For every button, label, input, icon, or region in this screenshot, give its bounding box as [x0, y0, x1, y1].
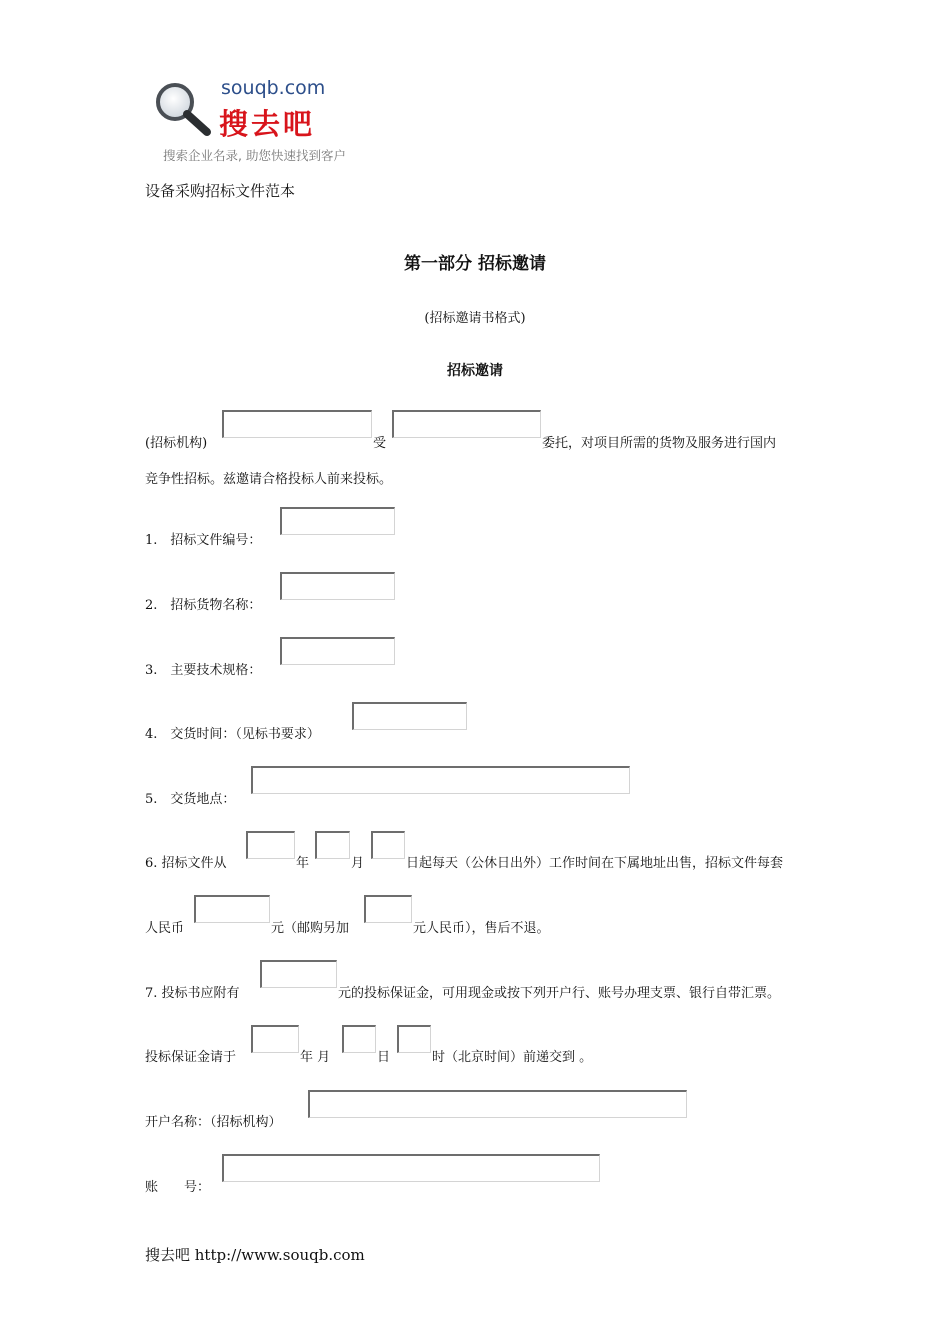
client-name-field[interactable] — [392, 410, 541, 438]
price-prefix: 人民币 — [145, 921, 185, 936]
mail-fee-field[interactable] — [364, 895, 412, 923]
logo-name: 搜去吧 — [219, 107, 316, 141]
price-per-set-field[interactable] — [194, 895, 270, 923]
delivery-time-field[interactable] — [352, 702, 467, 730]
item-5-label: 5. 交货地点： — [145, 792, 236, 807]
price-mid: 元（邮购另加 — [271, 921, 350, 936]
agency-name-field[interactable] — [222, 410, 372, 438]
item-7-prefix: 7. 投标书应附有 — [145, 986, 240, 1001]
sale-start-month-field[interactable] — [315, 831, 350, 859]
deposit-year-month-label: 年 月 — [300, 1050, 331, 1065]
sale-start-day-field[interactable] — [371, 831, 405, 859]
item-7-suffix: 元的投标保证金，可用现金或按下列开户行、账号办理支票、银行自带汇票。 — [338, 986, 781, 1001]
deposit-month-field[interactable] — [342, 1025, 376, 1053]
entrust-text: 委托，对项目所需的货物及服务进行国内 — [542, 436, 777, 451]
document-title: 设备采购招标文件范本 — [145, 182, 296, 200]
price-suffix: 元人民币），售后不退。 — [413, 921, 550, 936]
tender-number-field[interactable] — [280, 507, 395, 535]
item-6-suffix: 日起每天（公休日出外）工作时间在下属地址出售，招标文件每套 — [406, 856, 784, 871]
deposit-day-label: 日 — [377, 1050, 391, 1065]
section-heading: 招标邀请 — [447, 363, 503, 379]
goods-name-field[interactable] — [280, 572, 395, 600]
item-6-month-label: 月 — [351, 856, 365, 871]
item-6-prefix: 6. 招标文件从 — [145, 856, 227, 871]
agency-label: (招标机构) — [145, 436, 208, 451]
account-name-field[interactable] — [308, 1090, 687, 1118]
item-6-year-label: 年 — [296, 856, 310, 871]
account-number-field[interactable] — [222, 1154, 600, 1182]
format-note: (招标邀请书格式) — [424, 311, 526, 326]
deposit-prefix: 投标保证金请于 — [145, 1050, 237, 1065]
bid-bond-amount-field[interactable] — [260, 960, 337, 988]
logo-domain: souqb.com — [221, 77, 326, 99]
delivery-place-field[interactable] — [251, 766, 630, 794]
item-3-label: 3. 主要技术规格： — [145, 663, 262, 678]
footer-source: 搜去吧 http://www.souqb.com — [145, 1246, 365, 1264]
account-name-label: 开户名称：（招标机构） — [145, 1115, 282, 1130]
deposit-hour-field[interactable] — [397, 1025, 431, 1053]
deposit-suffix: 时（北京时间）前递交到 。 — [432, 1050, 593, 1065]
account-number-label: 账 号： — [145, 1180, 211, 1195]
sale-start-year-field[interactable] — [246, 831, 295, 859]
item-2-label: 2. 招标货物名称： — [145, 598, 262, 613]
item-4-label: 4. 交货时间：（见标书要求） — [145, 727, 320, 742]
item-1-label: 1. 招标文件编号： — [145, 533, 262, 548]
intro-line-2: 竞争性招标。兹邀请合格投标人前来投标。 — [145, 472, 393, 487]
deposit-year-field[interactable] — [251, 1025, 299, 1053]
part-title: 第一部分 招标邀请 — [404, 254, 546, 274]
logo-tagline: 搜索企业名录, 助您快速找到客户 — [163, 148, 346, 163]
tech-spec-field[interactable] — [280, 637, 395, 665]
magnifier-icon — [152, 80, 216, 138]
entrusted-by-label: 受 — [373, 436, 387, 451]
